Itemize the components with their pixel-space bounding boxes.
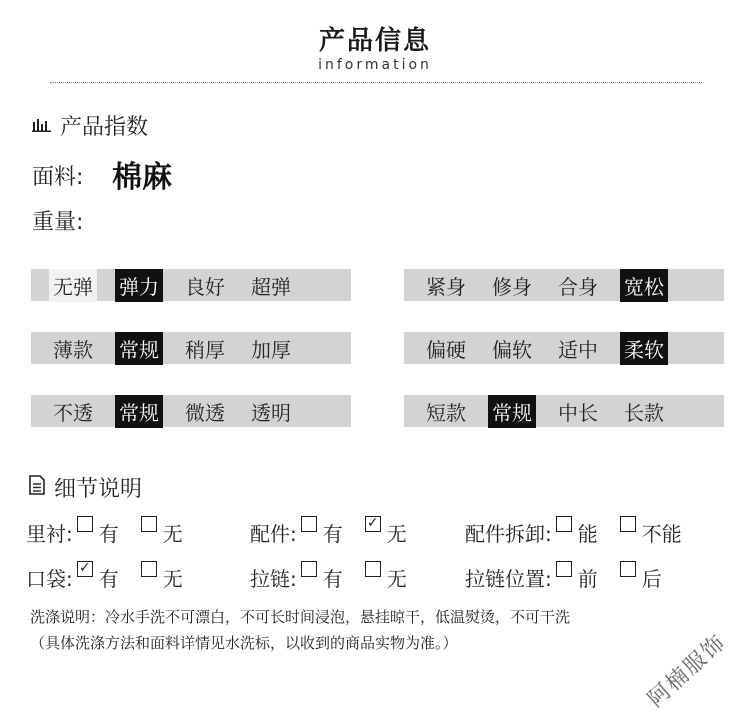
brand-watermark: 阿楠服饰 [643, 629, 732, 713]
checkbox-icon [301, 516, 317, 532]
scale-option: 常规 [488, 395, 536, 428]
checkbox-icon [556, 516, 572, 532]
checkbox-icon [620, 561, 636, 577]
softness-scale [404, 332, 724, 364]
detail-accessory-removable [465, 518, 682, 547]
index-section-title: 产品指数 [60, 115, 149, 140]
detail-option: 有 [98, 522, 119, 546]
scale-option: 不透 [53, 400, 93, 425]
scale-option: 常规 [115, 395, 163, 428]
scale-option: 透明 [251, 400, 291, 425]
title-divider [50, 82, 702, 83]
fit-scale [404, 269, 724, 301]
wash-instructions: 洗涤说明：冷水手洗不可漂白，不可长时间浸泡，悬挂晾干，低温熨烫，不可干洗 [30, 608, 571, 626]
fabric-value: 棉麻 [112, 160, 172, 195]
checkbox-icon [365, 561, 381, 577]
length-scale [404, 395, 724, 427]
checkbox-icon [556, 561, 572, 577]
scale-option: 偏软 [492, 337, 532, 362]
detail-label: 里衬: [26, 522, 73, 546]
document-icon [28, 475, 46, 501]
checkbox-icon [141, 516, 157, 532]
detail-lining [26, 518, 183, 547]
detail-option: 不能 [641, 522, 682, 546]
thickness-scale [31, 332, 351, 364]
detail-option: 无 [162, 522, 183, 546]
scale-option: 良好 [185, 274, 225, 299]
page-subtitle: information [318, 57, 432, 73]
bar-chart-icon [32, 113, 52, 138]
scale-option: 长款 [624, 400, 664, 425]
scale-option: 短款 [426, 400, 466, 425]
detail-pocket [26, 560, 183, 592]
detail-label: 口袋: [26, 567, 73, 591]
scale-option: 修身 [492, 274, 532, 299]
detail-accessory [250, 515, 407, 547]
checkbox-icon [141, 561, 157, 577]
scale-option: 加厚 [251, 337, 291, 362]
transparency-scale [31, 395, 351, 427]
wash-note: （具体洗涤方法和面料详情见水洗标，以收到的商品实物为准。） [30, 634, 458, 652]
checked-box-icon: ✓ [77, 561, 93, 577]
index-section-heading [32, 110, 148, 141]
detail-label: 配件: [250, 522, 297, 546]
scale-option: 偏硬 [426, 337, 466, 362]
detail-option: 后 [641, 567, 662, 591]
scale-option: 紧身 [426, 274, 466, 299]
detail-label: 拉链位置: [465, 567, 552, 591]
detail-option: 能 [577, 522, 598, 546]
detail-section-heading [28, 472, 142, 503]
scale-option: 微透 [185, 400, 225, 425]
scale-option: 稍厚 [185, 337, 225, 362]
fabric-label: 面料: [32, 165, 84, 190]
weight-label: 重量: [32, 210, 84, 235]
detail-option: 前 [577, 567, 598, 591]
detail-label: 拉链: [250, 567, 297, 591]
scale-option: 适中 [558, 337, 598, 362]
scale-option: 宽松 [620, 269, 668, 302]
detail-option: 无 [386, 567, 407, 591]
checked-box-icon: ✓ [365, 516, 381, 532]
detail-option: 无 [162, 567, 183, 591]
detail-option: 有 [98, 567, 119, 591]
detail-option: 有 [322, 522, 343, 546]
detail-label: 配件拆卸: [465, 522, 552, 546]
page-title: 产品信息 [318, 26, 431, 56]
checkbox-icon [301, 561, 317, 577]
scale-option: 无弹 [49, 269, 97, 302]
detail-zipper-position [465, 563, 662, 592]
scale-option: 合身 [558, 274, 598, 299]
detail-option: 无 [386, 522, 407, 546]
stretch-scale [31, 269, 351, 301]
scale-option: 常规 [115, 332, 163, 365]
scale-option: 超弹 [251, 274, 291, 299]
scale-option: 柔软 [620, 332, 668, 365]
checkbox-icon [77, 516, 93, 532]
scale-option: 弹力 [115, 269, 163, 302]
detail-section-title: 细节说明 [54, 477, 143, 502]
checkbox-icon [620, 516, 636, 532]
detail-zipper [250, 563, 407, 592]
scale-option: 中长 [558, 400, 598, 425]
detail-option: 有 [322, 567, 343, 591]
scale-option: 薄款 [53, 337, 93, 362]
